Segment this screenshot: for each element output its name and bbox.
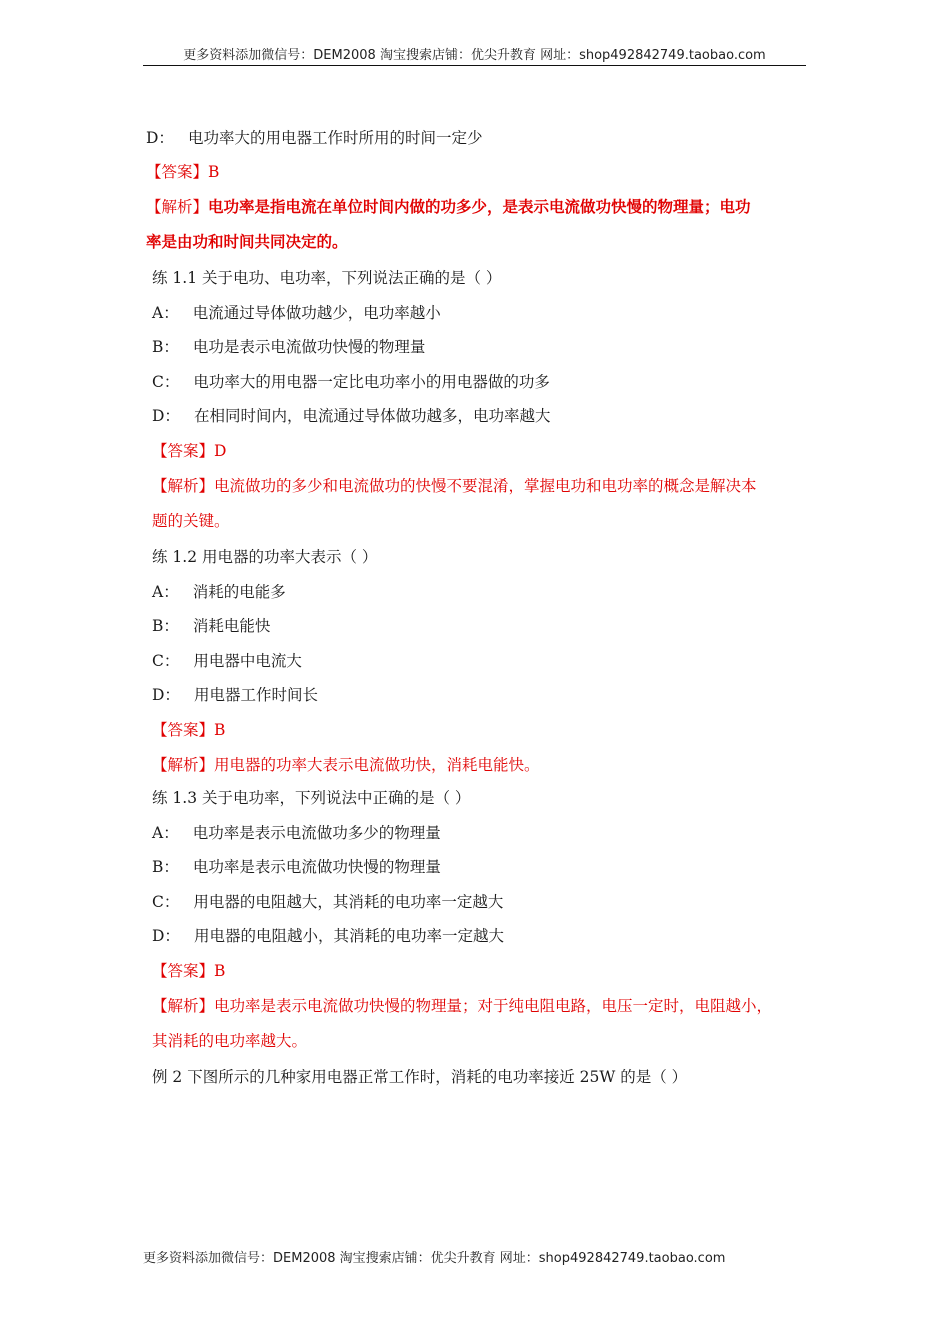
answer-tag: 【答案】 <box>146 163 209 181</box>
analysis-text: 电功率是表示电流做功快慢的物理量；对于纯电阻电路，电压一定时，电阻越小， <box>214 997 773 1015</box>
analysis-text: 电流做功的多少和电流做功的快慢不要混淆，掌握电功和电功率的概念是解决本 <box>214 477 757 495</box>
option-c <box>152 651 302 671</box>
page-footer: 更多资料添加微信号：DEM2008 淘宝搜索店铺：优尖升教育 网址：shop492842749.taobao.com <box>143 1251 726 1266</box>
option-label: A： <box>152 824 179 842</box>
example-stem: 例 2 下图所示的几种家用电器正常工作时，消耗的电功率接近 25W 的是（ ） <box>152 1068 688 1086</box>
option-c <box>152 372 550 392</box>
analysis-line <box>146 197 751 217</box>
option-label: A： <box>152 583 179 601</box>
analysis-text: 电功率是指电流在单位时间内做的功多少，是表示电流做功快慢的物理量；电功 <box>208 197 751 216</box>
option-label: D： <box>152 407 180 425</box>
option-text: 消耗的电能多 <box>192 583 286 601</box>
analysis-continuation: 其消耗的电功率越大。 <box>152 1032 308 1050</box>
option-b <box>152 337 425 357</box>
answer-line <box>152 720 225 740</box>
analysis-tag: 【解析】 <box>152 997 215 1015</box>
option-text: 在相同时间内，电流通过导体做功越多，电功率越大 <box>193 407 551 425</box>
option-text: 电功率大的用电器工作时所用的时间一定少 <box>187 129 483 147</box>
option-text: 电功率是表示电流做功多少的物理量 <box>192 824 441 842</box>
option-text: 消耗电能快 <box>192 617 271 635</box>
option-text: 用电器工作时间长 <box>193 686 318 704</box>
option-label: B： <box>152 617 179 635</box>
option-a <box>152 582 286 602</box>
option-label: A： <box>152 304 179 322</box>
analysis-tag: 【解析】 <box>152 756 215 774</box>
answer-line <box>152 961 225 981</box>
analysis-line <box>152 755 540 775</box>
option-c <box>152 892 503 912</box>
header-divider <box>143 65 806 66</box>
answer-line <box>152 441 226 461</box>
option-a <box>152 303 441 323</box>
answer-value: B <box>214 962 226 980</box>
analysis-line <box>152 476 757 496</box>
option-b <box>152 857 441 877</box>
option-text: 电流通过导体做功越少，电功率越小 <box>192 304 441 322</box>
option-text: 电功率大的用电器一定比电功率小的用电器做的功多 <box>193 373 550 391</box>
question-stem: 练 1.3 关于电功率，下列说法中正确的是（ ） <box>152 789 471 807</box>
option-text: 用电器中电流大 <box>193 652 302 670</box>
option-text: 电功是表示电流做功快慢的物理量 <box>192 338 426 356</box>
answer-value: D <box>214 442 227 460</box>
analysis-continuation: 率是由功和时间共同决定的。 <box>146 232 348 251</box>
answer-line <box>146 162 219 182</box>
question-stem: 练 1.2 用电器的功率大表示（ ） <box>152 548 378 566</box>
analysis-line <box>152 996 772 1016</box>
analysis-continuation: 题的关键。 <box>152 512 230 530</box>
option-text: 电功率是表示电流做功快慢的物理量 <box>192 858 441 876</box>
option-b <box>152 616 270 636</box>
option-d <box>146 128 482 148</box>
option-label: B： <box>152 338 179 356</box>
option-label: D： <box>146 129 174 147</box>
option-text: 用电器的电阻越小，其消耗的电功率一定越大 <box>193 927 504 945</box>
question-stem: 练 1.1 关于电功、电功率，下列说法正确的是（ ） <box>152 269 502 287</box>
page-header: 更多资料添加微信号：DEM2008 淘宝搜索店铺：优尖升教育 网址：shop492842749.taobao.com <box>183 48 766 63</box>
option-d <box>152 685 318 705</box>
option-label: D： <box>152 686 180 704</box>
answer-value: B <box>214 721 226 739</box>
answer-tag: 【答案】 <box>152 962 215 980</box>
analysis-tag: 【解析】 <box>146 198 209 216</box>
answer-tag: 【答案】 <box>152 442 215 460</box>
answer-value: B <box>208 163 220 181</box>
option-label: C： <box>152 652 180 670</box>
option-label: D： <box>152 927 180 945</box>
option-label: C： <box>152 373 180 391</box>
option-label: C： <box>152 893 180 911</box>
option-text: 用电器的电阻越大，其消耗的电功率一定越大 <box>193 893 504 911</box>
option-d <box>152 406 550 426</box>
analysis-tag: 【解析】 <box>152 477 215 495</box>
option-d <box>152 926 504 946</box>
analysis-text: 用电器的功率大表示电流做功快，消耗电能快。 <box>214 756 540 774</box>
option-label: B： <box>152 858 179 876</box>
option-a <box>152 823 441 843</box>
answer-tag: 【答案】 <box>152 721 215 739</box>
